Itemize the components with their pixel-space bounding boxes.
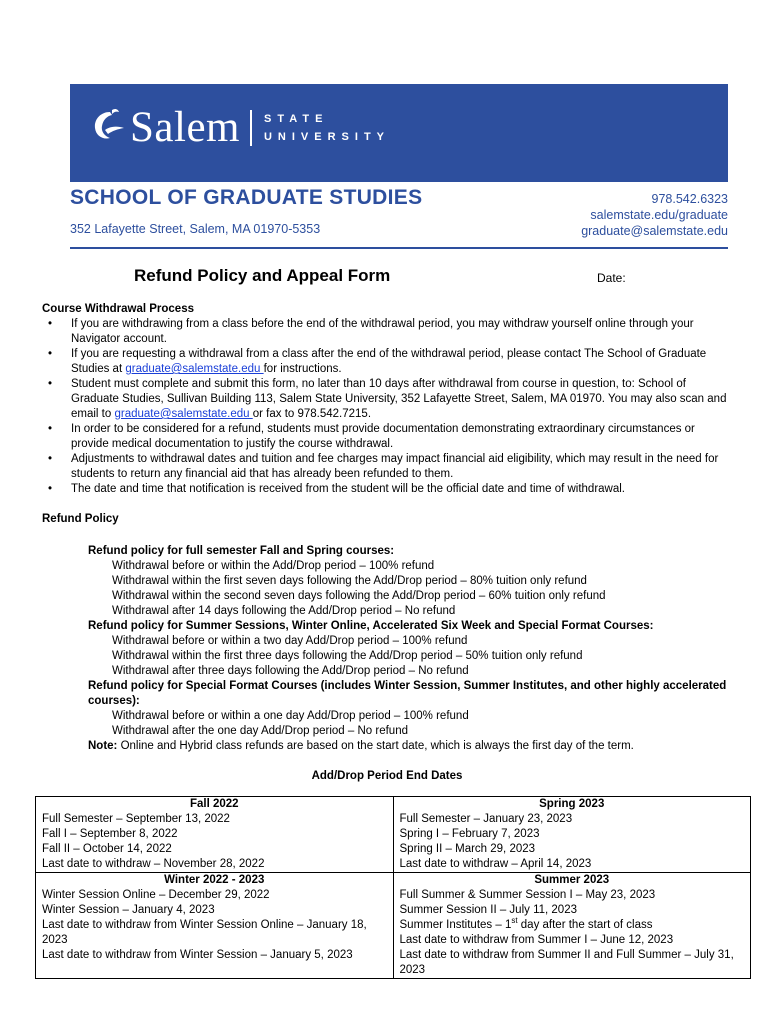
school-address: 352 Lafayette Street, Salem, MA 01970-5353 — [70, 222, 321, 236]
logo-wordmark: Salem — [130, 104, 240, 151]
refund-special-2: Withdrawal after the one day Add/Drop period – No refund — [112, 725, 408, 737]
withdrawal-bullet-2-end: for instructions. — [263, 363, 342, 375]
refund-full-2: Withdrawal within the first seven days following the Add/Drop period – 80% tuition only refund — [112, 575, 587, 587]
refund-summer-heading: Refund policy for Summer Sessions, Winter Online, Accelerated Six Week and Special Format Courses: — [88, 620, 654, 632]
spring-line-3: Spring II – March 29, 2023 — [399, 843, 536, 855]
form-title: Refund Policy and Appeal Form — [134, 266, 391, 285]
fall-line-2: Fall I – September 8, 2022 — [42, 828, 178, 840]
contact-email: graduate@salemstate.edu — [581, 224, 728, 238]
university-logo — [88, 106, 390, 150]
spring-line-4: Last date to withdraw – April 14, 2023 — [399, 858, 592, 870]
winter-line-4: Last date to withdraw from Winter Session – January 5, 2023 — [42, 949, 353, 961]
fall-cell — [36, 797, 394, 873]
list-item — [42, 422, 732, 452]
spring-title: Spring 2023 — [539, 798, 605, 810]
refund-heading: Refund Policy — [42, 513, 119, 525]
logo-sub-university: UNIVERSITY — [263, 131, 390, 143]
fall-title: Fall 2022 — [189, 798, 239, 810]
email-link[interactable]: graduate@salemstate.edu — [114, 408, 253, 420]
refund-policy-block — [88, 544, 732, 754]
refund-full-heading: Refund policy for full semester Fall and Spring courses: — [88, 545, 395, 557]
withdrawal-heading: Course Withdrawal Process — [42, 303, 194, 315]
list-item — [42, 317, 732, 347]
refund-full-4: Withdrawal after 14 days following the Add/Drop period – No refund — [112, 605, 456, 617]
ordinal-suffix: st — [511, 916, 518, 926]
date-label: Date: — [597, 271, 626, 285]
winter-line-2: Winter Session – January 4, 2023 — [42, 904, 215, 916]
list-item — [42, 482, 732, 497]
fall-line-4: Last date to withdraw – November 28, 2022 — [42, 858, 265, 870]
fall-line-3: Fall II – October 14, 2022 — [42, 843, 172, 855]
contact-phone: 978.542.6323 — [651, 192, 728, 206]
refund-special-1: Withdrawal before or within a one day Add/Drop period – 100% refund — [112, 710, 469, 722]
withdrawal-bullet-5: Adjustments to withdrawal dates and tuition and fee charges may impact financial aid eligibility, which may result in the need for students to return any financial aid that has already been refunded to them. — [71, 453, 719, 480]
form-body — [42, 302, 732, 784]
list-item — [42, 452, 732, 482]
logo-sub-state: STATE — [263, 113, 329, 125]
withdrawal-bullet-3-text: Student must complete and submit this form, no later than 10 days after withdrawal from course in question, to: School of Graduate Studies, Sullivan Building 113, Salem State University, 352 Lafayette Street, Salem, MA 01970. You may also scan and email to — [71, 378, 727, 420]
winter-line-3: Last date to withdraw from Winter Session Online – January 18, 2023 — [42, 919, 367, 946]
refund-full-1: Withdrawal before or within the Add/Drop period – 100% refund — [112, 560, 435, 572]
contact-block — [581, 191, 728, 239]
withdrawal-bullet-3-end: or fax to 978.542.7215. — [252, 408, 372, 420]
header-rule — [70, 247, 728, 249]
contact-web: salemstate.edu/graduate — [590, 208, 728, 222]
winter-line-1: Winter Session Online – December 29, 2022 — [42, 889, 270, 901]
summer-title: Summer 2023 — [534, 874, 610, 886]
spring-line-1: Full Semester – January 23, 2023 — [399, 813, 573, 825]
university-banner — [70, 84, 728, 182]
summer-line-3-text: Summer Institutes – 1 — [399, 919, 512, 931]
note-label: Note: — [88, 740, 118, 752]
refund-special-heading: Refund policy for Special Format Courses (includes Winter Session, Summer Institutes, and other highly accelerated courses): — [88, 680, 727, 707]
summer-line-1: Full Summer & Summer Session I – May 23, 2023 — [399, 889, 656, 901]
fall-line-1: Full Semester – September 13, 2022 — [42, 813, 230, 825]
dates-heading: Add/Drop Period End Dates — [311, 770, 463, 782]
table-row — [36, 797, 751, 873]
summer-line-3-end: day after the start of class — [517, 919, 653, 931]
add-drop-dates-table — [35, 796, 751, 979]
refund-summer-3: Withdrawal after three days following the Add/Drop period – No refund — [112, 665, 469, 677]
summer-line-5: Last date to withdraw from Summer II and Full Summer – July 31, 2023 — [399, 949, 734, 976]
withdrawal-bullet-6: The date and time that notification is received from the student will be the official date and time of withdrawal. — [71, 483, 626, 495]
spring-cell — [393, 797, 751, 873]
withdrawal-list — [42, 317, 732, 497]
refund-full-3: Withdrawal within the second seven days following the Add/Drop period – 60% tuition only refund — [112, 590, 606, 602]
note-text: Online and Hybrid class refunds are based on the start date, which is always the first day of the term. — [117, 740, 634, 752]
spring-line-2: Spring I – February 7, 2023 — [399, 828, 540, 840]
withdrawal-bullet-4: In order to be considered for a refund, students must provide documentation demonstrating extraordinary circumstances or provide medical documentation to justify the course withdrawal. — [71, 423, 695, 450]
refund-note — [88, 739, 732, 754]
winter-title: Winter 2022 - 2023 — [164, 874, 265, 886]
logo-subtitle — [264, 110, 390, 146]
logo-divider — [250, 110, 252, 146]
list-item — [42, 347, 732, 377]
refund-summer-2: Withdrawal within the first three days following the Add/Drop period – 50% tuition only refund — [112, 650, 583, 662]
winter-cell — [36, 873, 394, 979]
withdrawal-bullet-1: If you are withdrawing from a class before the end of the withdrawal period, you may withdraw yourself online through your Navigator account. — [71, 318, 694, 345]
table-row — [36, 873, 751, 979]
summer-cell — [393, 873, 751, 979]
email-link[interactable]: graduate@salemstate.edu — [125, 363, 264, 375]
withdrawal-bullet-2-text: If you are requesting a withdrawal from a class after the end of the withdrawal period, please contact The School of Graduate Studies at — [71, 348, 707, 375]
summer-line-2: Summer Session II – July 11, 2023 — [399, 904, 577, 916]
list-item — [42, 377, 732, 422]
summer-line-4: Last date to withdraw from Summer I – June 12, 2023 — [399, 934, 674, 946]
lamp-logo-icon — [88, 106, 128, 150]
school-name: SCHOOL OF GRADUATE STUDIES — [70, 186, 423, 209]
summer-line-3 — [400, 918, 745, 933]
refund-summer-1: Withdrawal before or within a two day Add/Drop period – 100% refund — [112, 635, 468, 647]
